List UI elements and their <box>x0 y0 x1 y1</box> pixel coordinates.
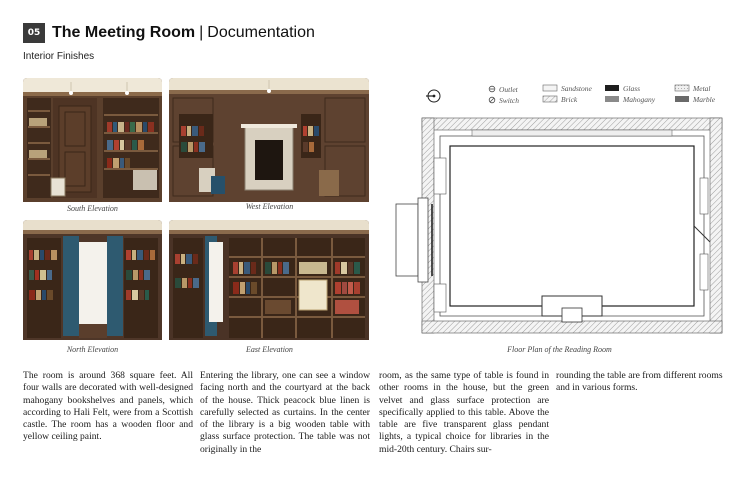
mahogany-swatch <box>605 96 619 102</box>
outlet-icon <box>489 86 495 92</box>
north-elevation-photo <box>23 220 162 340</box>
floor-plan <box>392 78 727 343</box>
legend-sandstone: Sandstone <box>561 84 592 93</box>
metal-swatch <box>675 85 689 91</box>
west-elevation-photo <box>169 78 369 202</box>
page-subtitle: Interior Finishes <box>23 51 95 62</box>
page-header <box>23 22 315 44</box>
brick-swatch <box>543 96 557 102</box>
body-text-column-4: rounding the table are from different rooms and in various forms. <box>556 370 723 394</box>
body-text-column-2: Entering the library, one can see a window facing north and the courtyard at the back of the house. Thick peacock blue linen is carefully selected as curtains. In the center of the library is a big wooden table with glass surface protection. The table was not originally in the <box>200 370 370 455</box>
title-separator: | <box>199 24 204 41</box>
plan-legend <box>489 84 716 105</box>
north-elevation-caption: North Elevation <box>66 345 119 354</box>
marble-swatch <box>675 96 689 102</box>
plan-walls <box>396 118 722 333</box>
east-elevation-photo <box>169 220 369 340</box>
legend-glass: Glass <box>623 84 641 93</box>
south-elevation-caption: South Elevation <box>67 204 118 213</box>
legend-outlet: Outlet <box>499 85 518 94</box>
east-elevation-caption: East Elevation <box>246 345 293 354</box>
section-label: Documentation <box>207 24 315 41</box>
section-number-badge: 05 <box>23 23 45 43</box>
switch-icon <box>489 97 495 103</box>
page-title: The Meeting Room <box>52 24 196 41</box>
legend-brick: Brick <box>561 95 578 104</box>
glass-swatch <box>605 85 619 91</box>
south-elevation-photo <box>23 78 162 202</box>
body-text-column-1: The room is around 368 square feet. All four walls are decorated with well-designed mahogany bookshelves and panels, which according to Hali Felt, were from a Scottish castle. The room has a wooden floor and yellow ceiling paint. <box>23 370 193 443</box>
body-text-column-3: room, as the same type of table is found in other rooms in the house, but the green velvet and glass surface protection are specifically applied to this table. Above the table are five transparent glass pendant lights, a typical choice for libraries in the mid-20th century. Chairs sur- <box>379 370 549 455</box>
floor-plan-caption: Floor Plan of the Reading Room <box>507 345 612 354</box>
legend-marble: Marble <box>693 95 716 104</box>
west-elevation-caption: West Elevation <box>245 202 294 211</box>
legend-metal: Metal <box>693 84 711 93</box>
sandstone-swatch <box>543 85 557 91</box>
legend-mahogany: Mahogany <box>623 95 656 104</box>
legend-switch: Switch <box>499 96 519 105</box>
north-arrow-icon <box>426 90 440 102</box>
